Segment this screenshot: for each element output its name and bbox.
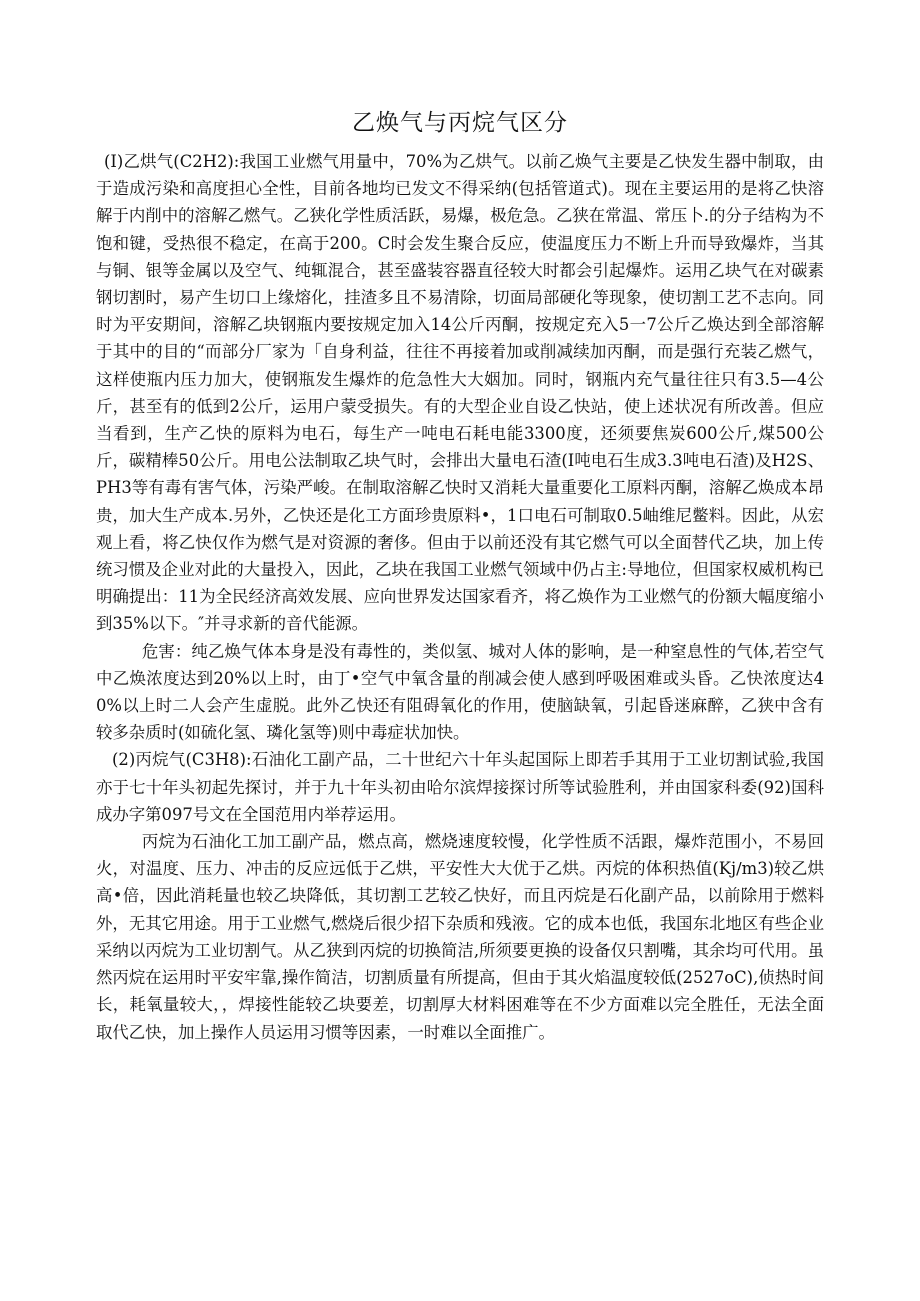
document-body bbox=[96, 148, 824, 1046]
paragraph-hazards: 危害：纯乙焕气体本身是没有毒性的，类似氢、城对人体的影响，是一种窒息性的气体,若空气中乙焕浓度达到20%以上时，由丁•空气中氧含量的削减会使人感到呼吸困难或头昏。乙快浓度达40%以上时二人会产生虚脱。此外乙快还有阻碍氧化的作用，使脑缺氧，引起昏迷麻醉，乙狭中含有较多杂质时(如硫化氢、璘化氢等)则中毒症状加快。 bbox=[96, 641, 824, 743]
document-title: 乙焕气与丙烷气区分 bbox=[352, 110, 568, 136]
paragraph-acetylene: (I)乙烘气(C2H2):我国工业燃气用量中，70%为乙烘气。以前乙焕气主要是乙快发生器中制取，由于造成污染和高度担心全性，目前各地均已发文不得采纳(包括管道式)。现在主要运用的是将乙快溶解于内削中的溶解乙燃气。乙狭化学性质活跃，易爆，极危急。乙狭在常温、常压卜.的分子结构为不饱和键，受热很不稳定，在高于200。C时会发生聚合反应，使温度压力不断上升而导致爆炸，当其与铜、银等金属以及空气、纯辄混合，甚至盛装容器直径较大时都会引起爆炸。运用乙块气在对碳素钢切割时，易产生切口上缘熔化，挂渣多且不易清除，切面局部硬化等现象，使切割工艺不志向。同时为平安期间，溶解乙块钢瓶内要按规定加入14公斤丙酮，按规定充入5一7公斤乙焕达到全部溶解于其中的目的“而部分厂家为「自身利益，往往不再接着加或削减续加丙酮，而是强行充装乙燃气，这样使瓶内压力加大，使钢瓶发生爆炸的危急性大大姻加。同时，钢瓶内充气量往往只有3.5—4公斤，甚至有的低到2公斤，运用户蒙受损失。有的大型企业自设乙快站，使上述状况有所改善。但应当看到，生产乙快的原料为电石，每生产一吨电石耗电能3300度，还须要焦炭600公斤,煤500公斤，碳精棒50公斤。用电公法制取乙块气时，会排出大量电石渣(I吨电石生成3.3吨电石渣)及H2S、PH3等有毒有害气体，污染严峻。在制取溶解乙快时又消耗大量重要化工原料丙酮，溶解乙焕成本昂贵，加大生产成本.另外，乙快还是化工方面珍贵原料•，1口电石可制取0.5岫维尼鳖料。因此，从宏观上看，将乙快仅作为燃气是对资源的奢侈。但由于以前还没有其它燃气可以全面替代乙块，加上传统习惯及企业对此的大量投入，因此，乙块在我国工业燃气领域中仍占主:导地位，但国家权威机构已明确提出：11为全民经济高效发展、应向世界发达国家看齐，将乙焕作为工业燃气的份额大幅度缩小到35%以下。″并寻求新的音代能源。 bbox=[96, 152, 824, 634]
paragraph-propane-properties: 丙烷为石油化工加工副产品，燃点高，燃烧速度较慢，化学性质不活跟，爆炸范围小，不易回火，对温度、压力、冲击的反应远低于乙烘，平安性大大优于乙烘。丙烷的体积热值(Kj∕m3)较乙烘高•倍，因此消耗量也较乙块降低，其切割工艺较乙快好，而且丙烷是石化副产品，以前除用于燃料外，无其它用途。用于工业燃气,燃烧后很少招下杂质和残液。它的成本也低，我国东北地区有些企业采纳以丙烷为工业切割气。从乙狭到丙烷的切换简洁,所须要更换的设备仅只割嘴，其余均可代用。虽然丙烷在运用时平安牢靠,操作简洁，切割质量有所提高，但由于其火焰温度较低(2527oC),侦热时间长，耗氧量较大，，焊接性能较乙块要差，切割厚大材料困难等在不少方面难以完全胜任，无法全面取代乙快，加上操作人员运用习惯等因素，一时难以全面推广。 bbox=[96, 832, 824, 1042]
paragraph-propane: (2)丙烷气(C3H8):石油化工副产品，二十世纪六十年头起国际上即若手其用于工业切割试验,我国亦于七十年头初起先探讨，并于九十年头初由哈尔滨焊接探讨所等试验胜利，并由国家科委(92)国科成办字第097号文在全国范用内举荐运用。 bbox=[96, 750, 824, 824]
